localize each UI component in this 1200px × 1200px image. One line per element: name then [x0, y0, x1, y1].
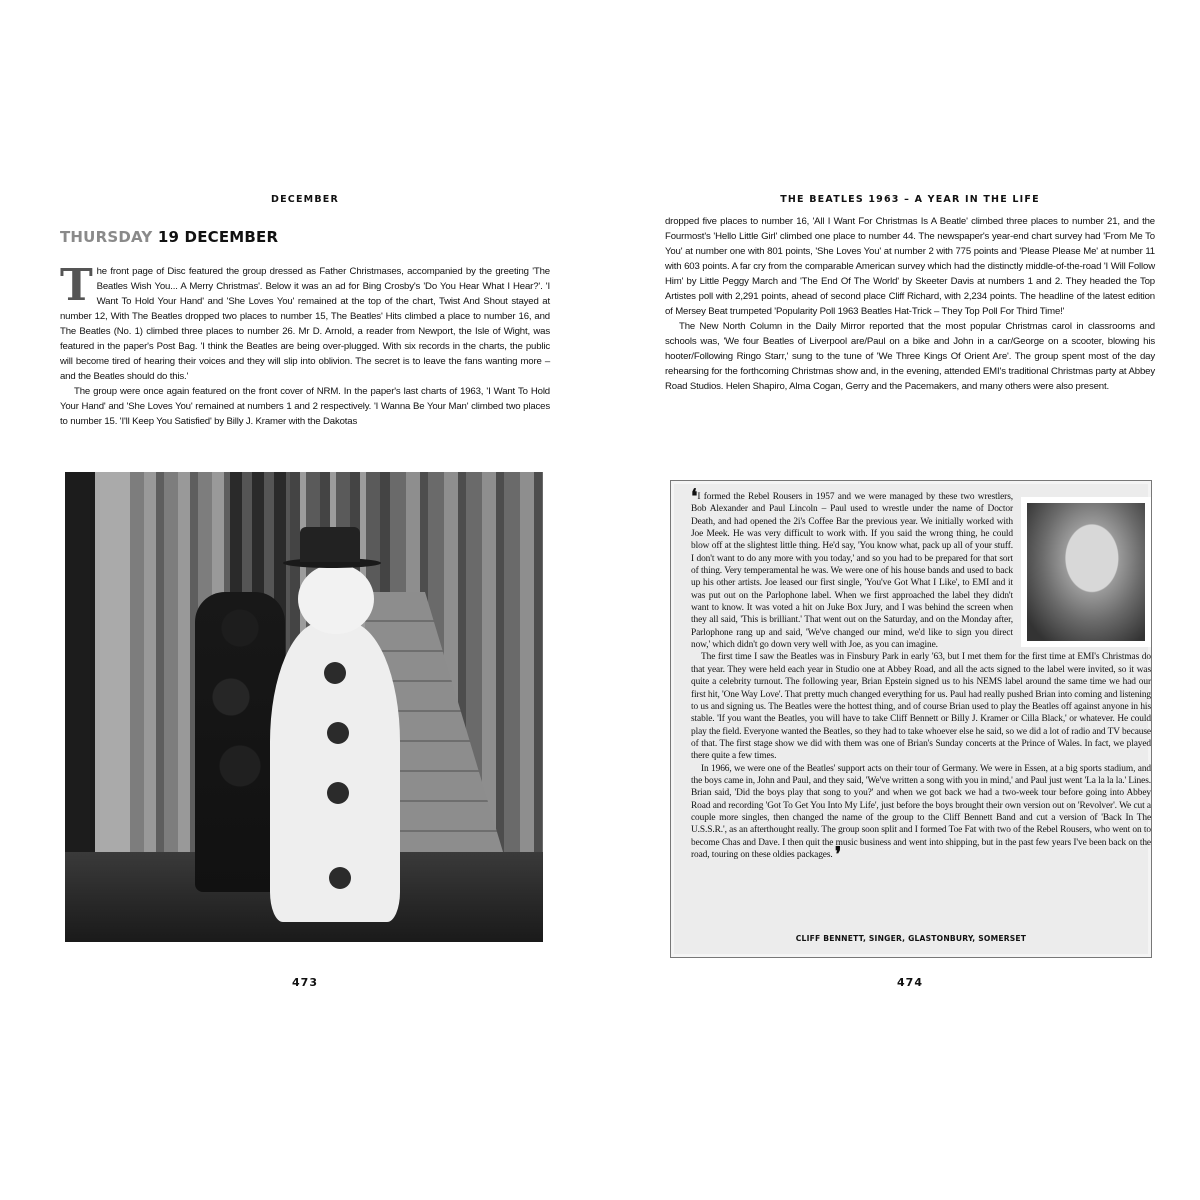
page-number: 474	[897, 976, 923, 989]
article-body	[665, 214, 1155, 394]
quote-text	[691, 484, 1151, 866]
paragraph: The front page of Disc featured the group dressed as Father Christmases, accompanied by the greeting 'The Beatles Wish You... A Merry Christmas'. Below it was an ad for Bing Crosby's 'Do You Hear What I Hear?'. 'I Want To Hold Your Hand' and 'She Loves You' remained at the top of the chart, Twist And Shout stayed at number 12, With The Beatles dropped two places to number 15, The Beatles' Hits climbed a place to number 16, and The Beatles (No. 1) climbed three places to number 26. Mr D. Arnold, a reader from Newport, the Isle of Wight, was featured in the paper's Post Bag. 'I think the Beatles are being over-plugged. With six records in the charts, the public will become tired of hearing their voices and they will slip into oblivion. The secret is to leave the fans wanting more – and the Beatles should do this.'	[60, 260, 550, 382]
snowman-button	[327, 782, 349, 804]
running-head: DECEMBER	[271, 194, 339, 205]
page-number: 473	[292, 976, 318, 989]
open-quote-icon: ❛	[691, 484, 698, 508]
photo-beatles-snowman	[65, 472, 543, 942]
quote-paragraph: In 1966, we were one of the Beatles' support acts on their tour of Germany. We were in Essen, at a big sports stadium, and the boys came in, John and Paul, and they said, 'We've written a song with you in mind,' and Paul just went 'La la la la.' Lines. Brian said, 'Did the boys play that song to you?' and when we got back we had a two-week tour before going into Abbey Road and recording 'Got To Get You Into My Life', just before the boys brought their own version out on 'Revolver'. We cut a couple more singles, then changed the name of the group to the Cliff Bennett Band and cut a version of 'Back In The U.S.S.R.', as an afterthought really. The group soon split and I formed Toe Fat with two of the Rebel Rousers, who went on to become Chas and Dave. I then quit the music business and went into shipping, but in the past few years I've been back on the road, touring on these oldies packages. ❜	[691, 763, 1151, 866]
right-page	[665, 190, 1155, 989]
quote-attribution: CLIFF BENNETT, SINGER, GLASTONBURY, SOMERSET	[795, 934, 1027, 943]
day-of-week: THURSDAY	[60, 228, 153, 246]
snowman-button	[327, 722, 349, 744]
quote-paragraph: ❛I formed the Rebel Rousers in 1957 and we were managed by these two wrestlers, Bob Alexander and Paul Lincoln – Paul used to wrestle under the name of Doctor Death, and had opened the 2i's Coffee Bar the previous year. We initially worked with Joe Meek. He was very difficult to work with. If you said the wrong thing, he could blow off at the slightest little thing. He'd say, 'You know what, pack up all of your stuff. I don't want to do any more with you today,' and so you had to be prepared for that sort of thing. Very temperamental he was. We were one of his house bands and used to back up his other artists. Joe leased our first single, 'You've Got What I Like', to EMI and it was put out on the Parlophone label. When we first approached the label they didn't want to know. It was voted a hit on Juke Box Jury, and I was behind the screen when they all said, 'This is brilliant.' That went out on the Saturday, and on the Monday after, Parlophone rang up and said, 'We've changed our mind, we'd like to sign you direct now,' which didn't go down very well with Joe, as you can imagine.	[691, 484, 1013, 651]
snowman-button	[324, 662, 346, 684]
snowman-button	[329, 867, 351, 889]
article-body	[60, 260, 550, 429]
snowman-hat	[300, 527, 360, 562]
date: 19 DECEMBER	[157, 228, 279, 246]
portrait-photo	[1021, 497, 1151, 647]
quote-box	[670, 480, 1152, 958]
paragraph: The group were once again featured on the front cover of NRM. In the paper's last charts of 1963, 'I Want To Hold Your Hand' and 'She Loves You' remained at numbers 1 and 2 respectively. 'I Wanna Be Your Man' climbed two places to number 15. 'I'll Keep You Satisfied' by Billy J. Kramer with the Dakotas	[60, 386, 550, 427]
paragraph: The New North Column in the Daily Mirror reported that the most popular Christmas carol in classrooms and schools was, 'We four Beatles of Liverpool are/Paul on a bike and John in a car/George on a scooter, blowing his hooter/Following Ringo Starr,' sung to the tune of 'We Three Kings Of Orient Are'. The group spent most of the day rehearsing for the forthcoming Christmas show and, in the evening, attended EMI's traditional Christmas party at Abbey Road Studios. Helen Shapiro, Alma Cogan, Gerry and the Pacemakers, and many others were also present.	[665, 321, 1155, 392]
running-head: THE BEATLES 1963 – A YEAR IN THE LIFE	[780, 194, 1040, 205]
quote-paragraph: The first time I saw the Beatles was in Finsbury Park in early '63, but I met them for the first time at EMI's Christmas do that year. They were held each year in Studio one at Abbey Road, and all the acts signed to the label were invited, so it was quite a celebrity turnout. The following year, Brian Epstein signed us to his NEMS label around the same time we had our first hit, 'One Way Love'. That pretty much changed everything for us. Paul had really pushed Brian into coming and listening to us and signing us. The Beatles were the hottest thing, and of course Brian used to play the Beatles off against anyone in his stable. 'If you want the Beatles, you will have to take Cliff Bennett or Billy J. Kramer or Cilla Black,' or whatever. He could play the field. Everyone wanted the Beatles, so they had to take whoever else he said, so we did a lot of radio and TV because of that. The first stage show we did with them was one of Brian's Sunday concerts at the Prince of Wales. In fact, we played there quite a few times.	[691, 652, 1151, 762]
left-page	[60, 190, 550, 989]
paragraph: dropped five places to number 16, 'All I Want For Christmas Is A Beatle' climbed three places to number 21, and the Fourmost's 'Hello Little Girl' climbed one place to number 44. The newspaper's year-end chart survey had 'From Me To You' at number one with 801 points, 'She Loves You' at number 2 with 775 points and 'Please Please Me' at number 11 with 603 points. A far cry from the comparable American survey which had the distinctly middle-of-the-road 'I Will Follow Him' by Little Peggy March and 'The End Of The World' by Skeeter Davis at numbers 1 and 2. They headed the Top Artistes poll with 2,291 points, ahead of second place Cliff Richard, with 2,234 points. The headline of the latest edition of Mersey Beat trumpeted 'Popularity Poll 1963 Beatles Hat-Trick – They Top Poll For Third Time!'	[665, 216, 1155, 317]
snowman-head	[298, 564, 374, 634]
drop-cap: T	[60, 260, 93, 311]
day-heading	[60, 228, 550, 246]
close-quote-icon: ❜	[834, 841, 842, 866]
